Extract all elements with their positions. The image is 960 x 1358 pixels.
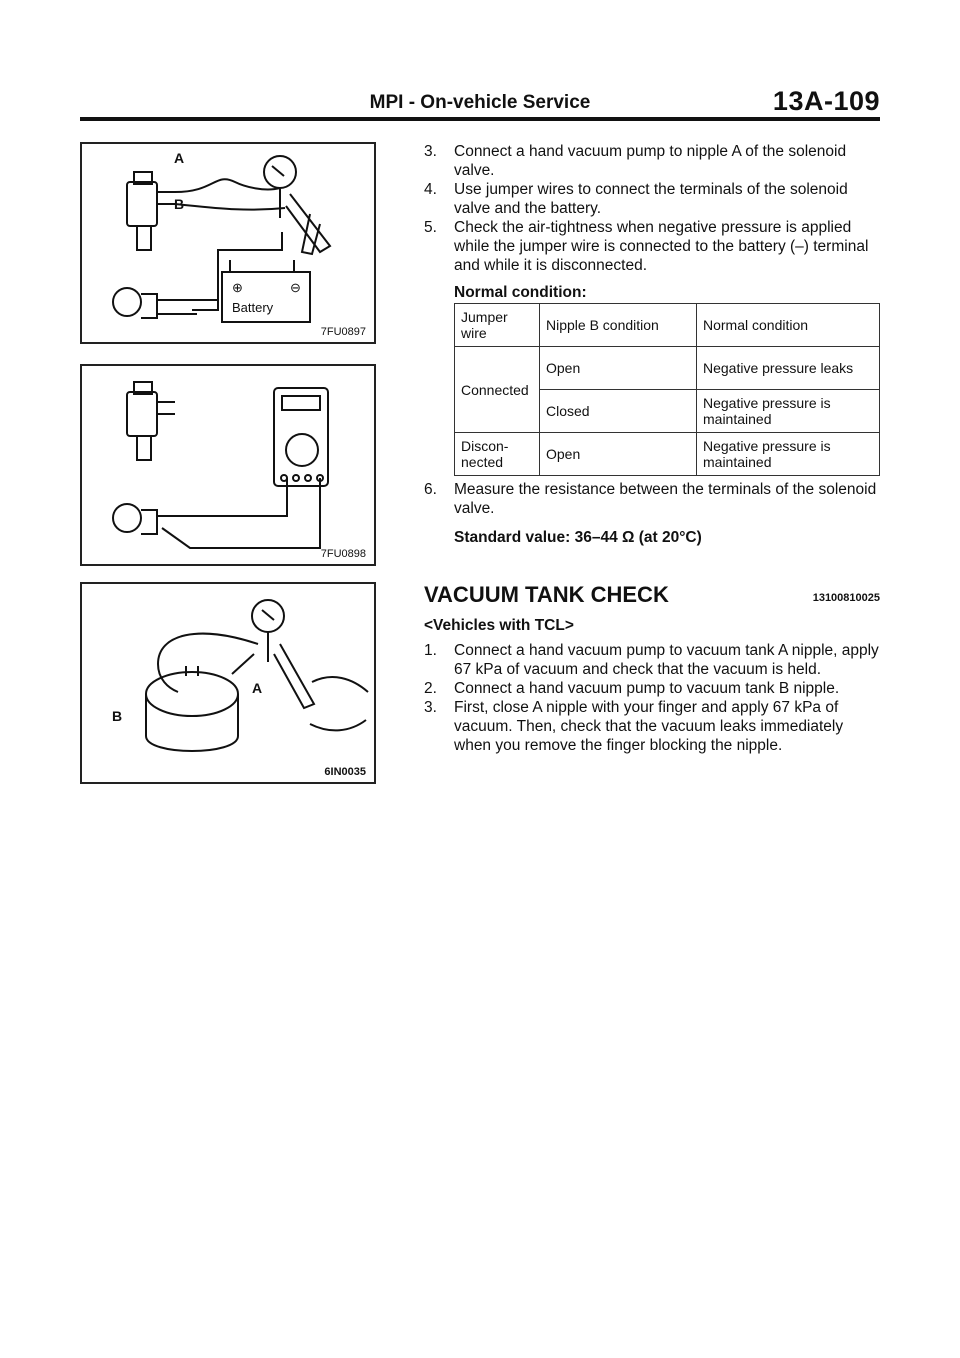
section-id: 13100810025: [812, 592, 880, 604]
battery-label: Battery: [232, 300, 274, 315]
label-b: B: [174, 196, 185, 212]
table-cell-cond: Negative pressure is maintained: [697, 390, 880, 433]
step-number: 3.: [424, 699, 437, 716]
table-cell-nipple: Open: [540, 347, 697, 390]
step-text: Connect a hand vacuum pump to nipple A of the solenoid valve.: [454, 143, 847, 179]
table-cell-jumper: Connected: [455, 347, 540, 433]
step-5: [424, 218, 882, 275]
table-cell-cond: Negative pressure leaks: [697, 347, 880, 390]
label-a: A: [174, 150, 185, 166]
section-step-3: [424, 698, 882, 755]
steps-upper: [424, 142, 882, 302]
normal-condition-heading: Normal condition:: [454, 284, 587, 301]
table-row: [455, 347, 880, 390]
standard-value: Standard value: 36–44 Ω (at 20°C): [454, 529, 702, 546]
step-text: First, close A nipple with your finger and apply 67 kPa of vacuum. Then, check that the vacuum leaks immediately when you remove the finger blocking the nipple.: [454, 699, 844, 754]
step-6-block: [424, 480, 882, 547]
figure-code: 6IN0035: [324, 766, 366, 778]
step-text: Use jumper wires to connect the terminals of the solenoid valve and the battery.: [454, 181, 848, 217]
step-6: [424, 480, 882, 518]
table-header-cell: Nipple B condition: [540, 304, 697, 347]
section-step-2: [424, 679, 882, 698]
step-text: Connect a hand vacuum pump to vacuum tank B nipple.: [454, 680, 840, 697]
table-header-cell: Normal condition: [697, 304, 880, 347]
table-cell-nipple: Open: [540, 433, 697, 476]
condition-table: [454, 303, 880, 476]
table-row: [455, 433, 880, 476]
step-3: [424, 142, 882, 180]
section-title: VACUUM TANK CHECK: [424, 582, 669, 607]
label-a: A: [252, 680, 263, 696]
section-subtitle: <Vehicles with TCL>: [424, 617, 574, 634]
page-title: MPI - On-vehicle Service: [369, 92, 591, 113]
step-number: 1.: [424, 642, 437, 659]
step-4: [424, 180, 882, 218]
label-b: B: [112, 708, 123, 724]
solenoid-ohmmeter-illustration: [82, 366, 374, 564]
figure-code: 7FU0897: [320, 326, 366, 338]
figure-vacuum-tank: [80, 582, 376, 784]
solenoid-battery-illustration: [82, 144, 374, 342]
vacuum-tank-illustration: [82, 584, 374, 782]
step-text: Measure the resistance between the terminals of the solenoid valve.: [454, 481, 877, 517]
figure-code: 7FU0898: [320, 548, 366, 560]
battery-minus-icon: ⊖: [290, 280, 301, 295]
figure-solenoid-battery: [80, 142, 376, 344]
step-number: 3.: [424, 143, 437, 160]
table-header-row: [455, 304, 880, 347]
step-number: 2.: [424, 680, 437, 697]
table-cell-nipple: Closed: [540, 390, 697, 433]
battery-plus-icon: ⊕: [232, 280, 243, 295]
page-code: 13A-109: [772, 86, 880, 116]
step-text: Check the air-tightness when negative pressure is applied while the jumper wire is connected to the battery (–) terminal and while it is disconnected.: [454, 219, 869, 274]
section-step-1: [424, 641, 882, 679]
table-header-cell: Jumper wire: [455, 304, 540, 347]
header-rule: [80, 117, 880, 121]
table-cell-cond: Negative pressure is maintained: [697, 433, 880, 476]
step-number: 4.: [424, 181, 437, 198]
step-number: 6.: [424, 481, 437, 498]
section-body: [424, 616, 882, 755]
table-cell-jumper: Discon-nected: [455, 433, 540, 476]
step-text: Connect a hand vacuum pump to vacuum tank A nipple, apply 67 kPa of vacuum and check that the vacuum is held.: [454, 642, 879, 678]
figure-solenoid-ohmmeter: [80, 364, 376, 566]
step-number: 5.: [424, 219, 437, 236]
